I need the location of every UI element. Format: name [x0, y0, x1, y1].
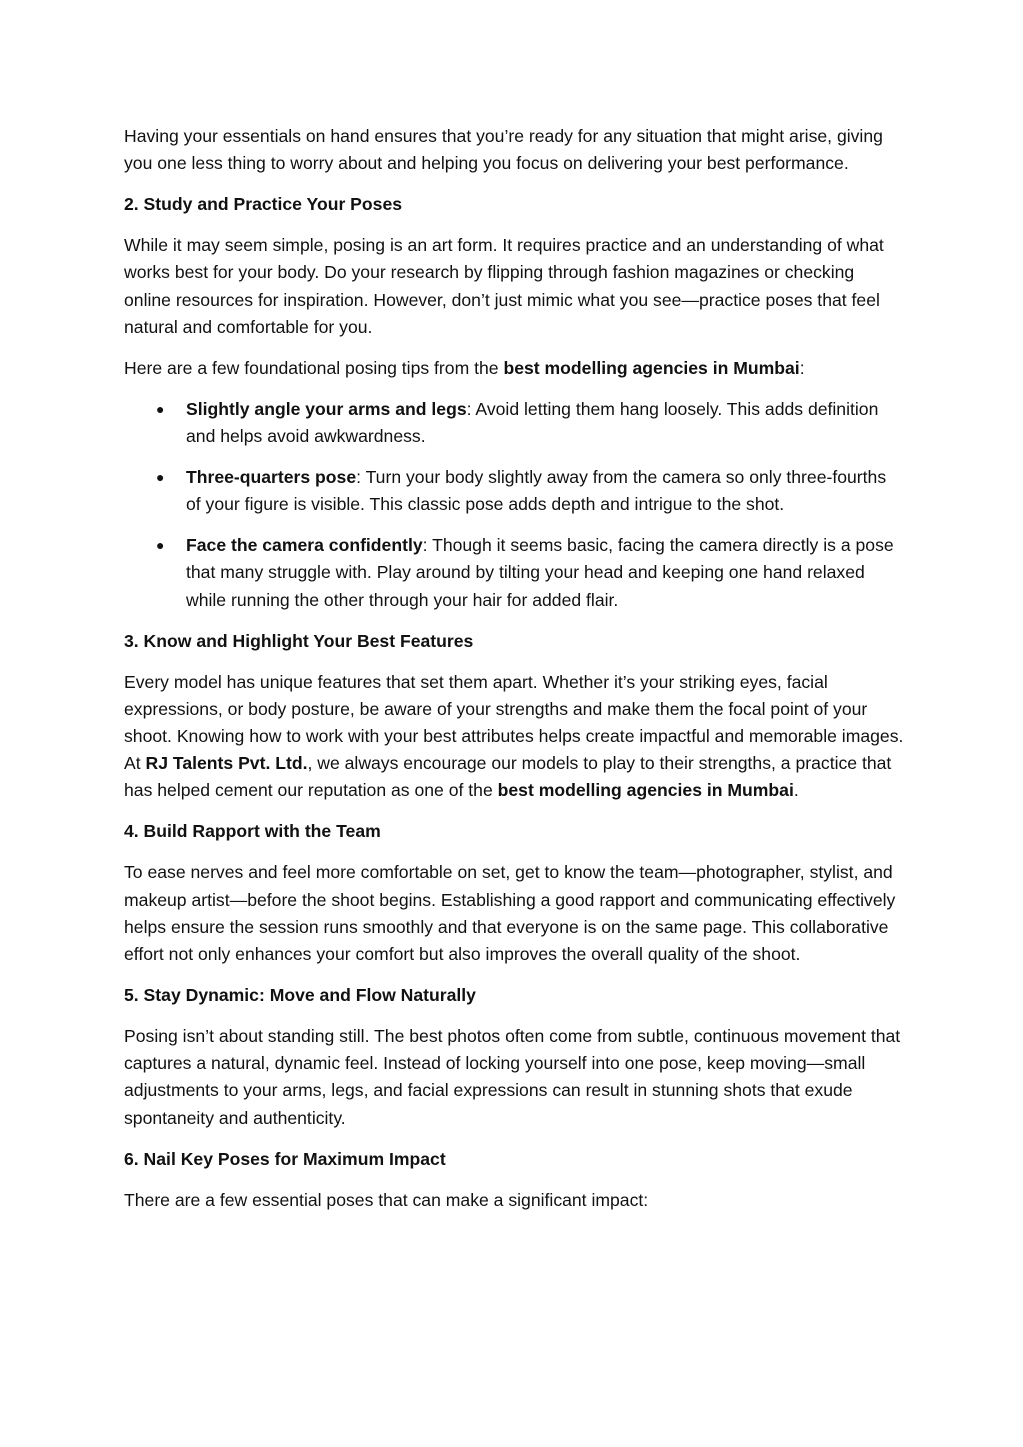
- section-5-heading: 5. Stay Dynamic: Move and Flow Naturally: [124, 985, 476, 1006]
- section-3-paragraph: [124, 669, 904, 805]
- section-3-text-3: .: [793, 780, 799, 801]
- tips-intro-text: Here are a few foundational posing tips from the: [124, 357, 504, 378]
- list-item-bold: Slightly angle your arms and legs: [186, 398, 467, 419]
- section-2-tips-intro: [124, 355, 904, 382]
- section-6-paragraph: There are a few essential poses that can make a significant impact:: [124, 1189, 649, 1210]
- section-2-paragraph: While it may seem simple, posing is an art form. It requires practice and an understanding of what works best for your body. Do your research by flipping through fashion magazines or checking online resources for inspiration. However, don’t just mimic what you see—practice poses that feel natural and comfortable for you.: [124, 235, 884, 337]
- list-item-text: : Avoid letting them hang loosely. This adds definition and helps avoid awkwardness.: [186, 398, 879, 447]
- section-6-heading: 6. Nail Key Poses for Maximum Impact: [124, 1148, 446, 1169]
- section-3-heading: 3. Know and Highlight Your Best Features: [124, 630, 474, 651]
- list-item-bold: Three-quarters pose: [186, 467, 357, 488]
- list-item: [156, 532, 904, 614]
- tips-intro-colon: :: [799, 357, 805, 378]
- list-item-text: : Turn your body slightly away from the camera so only three-fourths of your figure is visible. This classic pose adds depth and intrigue to the shot.: [186, 467, 887, 515]
- bullet-icon: ●: [156, 400, 165, 417]
- bullet-icon: ●: [156, 537, 165, 554]
- section-3-text-2: , we always encourage our models to play to their strengths, a practice that has helped cement our reputation as one of the: [124, 753, 892, 801]
- section-4-paragraph: To ease nerves and feel more comfortable on set, get to know the team—photographer, stylist, and makeup artist—before the shoot begins. Establishing a good rapport and communicating effectively helps ensure the session runs smoothly and that everyone is on the same page. This collaborative effort not only enhances your comfort but also improves the overall quality of the shoot.: [124, 862, 896, 965]
- intro-paragraph: Having your essentials on hand ensures that you’re ready for any situation that might arise, giving you one less thing to worry about and helping you focus on delivering your best performance.: [124, 126, 883, 174]
- tips-intro-bold: best modelling agencies in Mumbai: [503, 357, 800, 378]
- section-3-text-1: Every model has unique features that set them apart. Whether it’s your striking eyes, facial expressions, or body posture, be aware of your strengths and make them the focal point of your shoot. Knowing how to work with your best attributes helps create impactful and memorable images. At: [124, 671, 904, 774]
- document-page: [124, 123, 904, 1228]
- section-5-paragraph: Posing isn’t about standing still. The best photos often come from subtle, continuous movement that captures a natural, dynamic feel. Instead of locking yourself into one pose, keep moving—small adjustments to your arms, legs, and facial expressions can result in stunning shots that exude spontaneity and authenticity.: [124, 1026, 901, 1128]
- list-item-bold: Face the camera confidently: [186, 535, 423, 556]
- section-2-heading: 2. Study and Practice Your Poses: [124, 194, 403, 215]
- list-item-text: : Though it seems basic, facing the camera directly is a pose that many struggle with. Play around by tilting your head and keeping one hand relaxed while running the other through your hair for added flair.: [186, 535, 894, 610]
- agency-keyword: best modelling agencies in Mumbai: [497, 780, 794, 801]
- posing-tips-list: [124, 396, 904, 614]
- bullet-icon: ●: [156, 469, 165, 486]
- list-item: [156, 396, 904, 450]
- list-item: [156, 464, 904, 518]
- company-name: RJ Talents Pvt. Ltd.: [145, 753, 308, 774]
- section-4-heading: 4. Build Rapport with the Team: [124, 821, 381, 842]
